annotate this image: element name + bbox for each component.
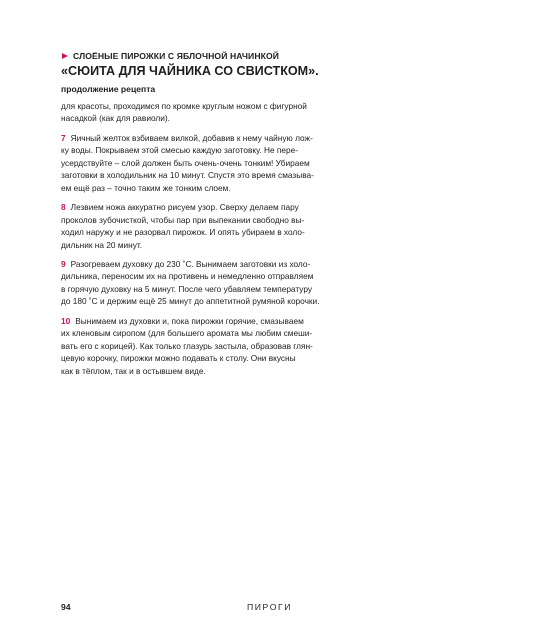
recipe-subtitle: продолжение рецепта xyxy=(61,84,156,94)
step-number: 9 xyxy=(61,258,66,269)
text-line: дильника, переносим их на противень и немедленно отправляем xyxy=(61,271,314,282)
text-line: до 180 ˚С и держим ещё 25 минут до аппетитной румяной корочки. xyxy=(61,296,320,307)
recipe-title: «СЮИТА ДЛЯ ЧАЙНИКА СО СВИСТКОМ». xyxy=(61,64,319,78)
text-line: дильник на 20 минут. xyxy=(61,239,143,250)
text-line: как в тёплом, так и в остывшем виде. xyxy=(61,365,206,376)
text-line: для красоты, проходимся по кромке круглым ножом с фигурной xyxy=(61,101,307,111)
step-text: Вынимаем из духовки и, пока пирожки горячие, смазываем xyxy=(75,315,304,326)
step-text: Лезвием ножа аккуратно рисуем узор. Сверху делаем пару xyxy=(70,202,299,213)
section-title: ПИРОГИ xyxy=(247,602,293,612)
recipe-kicker-text: СЛОЁНЫЕ ПИРОЖКИ С ЯБЛОЧНОЙ НАЧИНКОЙ xyxy=(73,51,280,61)
text-line xyxy=(61,132,351,144)
step-10 xyxy=(61,315,351,377)
step-text: Яичный желток взбиваем вилкой, добавив к нему чайную лож- xyxy=(70,132,313,143)
step-number: 8 xyxy=(61,202,66,213)
triangle-right-icon xyxy=(62,53,68,59)
text-line xyxy=(61,315,351,327)
text-line: заготовки в холодильник на 10 минут. Спустя это время смазыва- xyxy=(61,170,314,181)
step-7 xyxy=(61,132,351,194)
step-8 xyxy=(61,201,351,251)
step-number: 10 xyxy=(61,315,71,326)
text-line: вать его с корицей). Как только глазурь застыла, образовав глян- xyxy=(61,340,313,351)
step-9 xyxy=(61,258,351,308)
text-line xyxy=(61,258,351,270)
page-number: 94 xyxy=(61,602,71,612)
step-number: 7 xyxy=(61,132,66,143)
intro-paragraph xyxy=(61,100,351,125)
text-line: усердствуйте – слой должен быть очень-очень тонким! Убираем xyxy=(61,157,310,168)
text-line: их кленовым сиропом (для большего аромата мы любим смеши- xyxy=(61,328,313,339)
recipe-body xyxy=(61,100,351,384)
text-line: ходил наружу и не разорвал пирожок. И опять убираем в холо- xyxy=(61,227,305,238)
recipe-kicker xyxy=(61,50,481,62)
text-line: ку воды. Покрываем этой смесью каждую заготовку. Не пере- xyxy=(61,145,299,156)
text-line: проколов зубочисткой, чтобы пар при выпекании свободно вы- xyxy=(61,214,305,225)
step-text: Разогреваем духовку до 230 ˚С. Вынимаем заготовки из холо- xyxy=(70,258,311,269)
text-line: в горячую духовку на 5 минут. После чего убавляем температуру xyxy=(61,283,312,294)
text-line xyxy=(61,201,351,213)
text-line: насадкой (как для равиоли). xyxy=(61,113,170,124)
text-line: цевую корочку, пирожки можно подавать к столу. Они вкусны xyxy=(61,353,296,364)
text-line: ем ещё раз – точно таким же тонким слоем. xyxy=(61,182,231,193)
recipe-header xyxy=(61,50,481,95)
